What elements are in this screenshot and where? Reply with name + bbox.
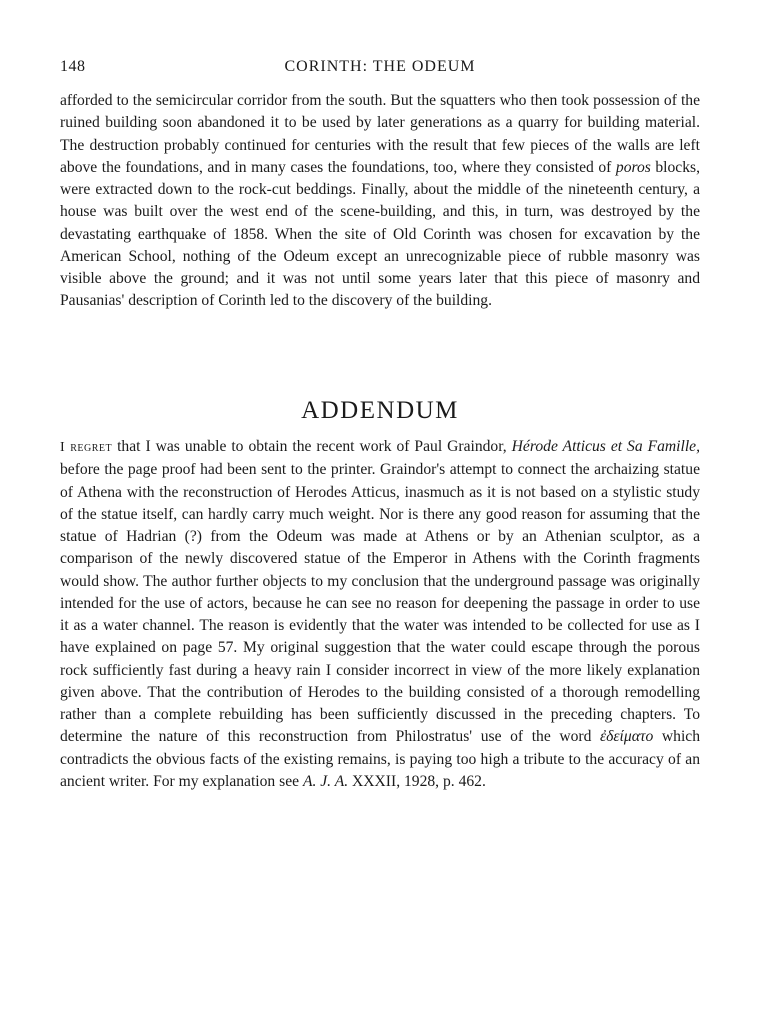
book-title: Hérode Atticus et Sa Famille,	[511, 438, 701, 455]
paragraph-text: which contradicts the obvious facts of the existing remains, is paying too high a tribute to the accuracy of an ancient writer. For my explanation see	[60, 728, 700, 790]
journal-citation: A. J. A.	[302, 772, 349, 790]
section-heading: ADDENDUM	[301, 397, 459, 424]
running-title: CORINTH: THE ODEUM	[284, 58, 476, 75]
paragraph-text: XXXII, 1928, p. 462.	[348, 772, 486, 790]
body-paragraph	[60, 90, 700, 313]
page-number: 148	[60, 58, 86, 75]
italic-term: poros	[615, 158, 651, 176]
paragraph-text: afforded to the semicircular corridor from the south. But the squatters who then took possession of the ruined building soon abandoned it to be used by later generations as a quarry for building material. The destruction probably continued for centuries with the result that few pieces of the walls are left above the foundations, and in many cases the foundations, too, where they consisted of	[60, 92, 700, 176]
greek-word: ἐδείματο	[600, 728, 654, 746]
addendum-paragraph	[60, 436, 700, 793]
lead-in-smallcaps: I regret	[60, 440, 113, 455]
paragraph-text: that I was unable to obtain the recent work of Paul Graindor,	[112, 438, 512, 455]
paragraph-text: blocks, were extracted down to the rock-cut beddings. Finally, about the middle of the nineteenth century, a house was built over the west end of the scene-building, and this, in turn, was destroyed by the devastating earthquake of 1858. When the site of Old Corinth was chosen for excavation by the American School, nothing of the Odeum except an unrecognizable piece of rubble masonry was visible above the ground; and it was not until some years later that this piece of masonry and Pausanias' description of Corinth led to the discovery of the building.	[60, 158, 700, 310]
running-head	[60, 58, 700, 80]
paragraph-text: before the page proof had been sent to the printer. Graindor's attempt to connect the archaizing statue of Athena with the reconstruction of Herodes Atticus, inasmuch as it is not based on a stylistic study of the statue itself, can hardly carry much weight. Nor is there any good reason for assuming that the statue of Hadrian (?) from the Odeum was made at Athens or by an Athenian sculptor, as a comparison of the newly discovered statue of the Emperor in Athens with the Corinth fragments would show. The author further objects to my conclusion that the underground passage was originally intended for the use of actors, because he can see no reason for deepening the passage in order to use it as a water channel. The reason is evidently that the water was intended to be collected for use as I have explained on page 57. My original suggestion that the water could escape through the porous rock sufficiently fast during a heavy rain I consider incorrect in view of the more likely explanation given above. That the contribution of Herodes to the building consisted of a thorough remodelling rather than a complete rebuilding has been sufficiently discussed in the preceding chapters. To determine the nature of this reconstruction from Philostratus' use of the word	[60, 461, 700, 746]
